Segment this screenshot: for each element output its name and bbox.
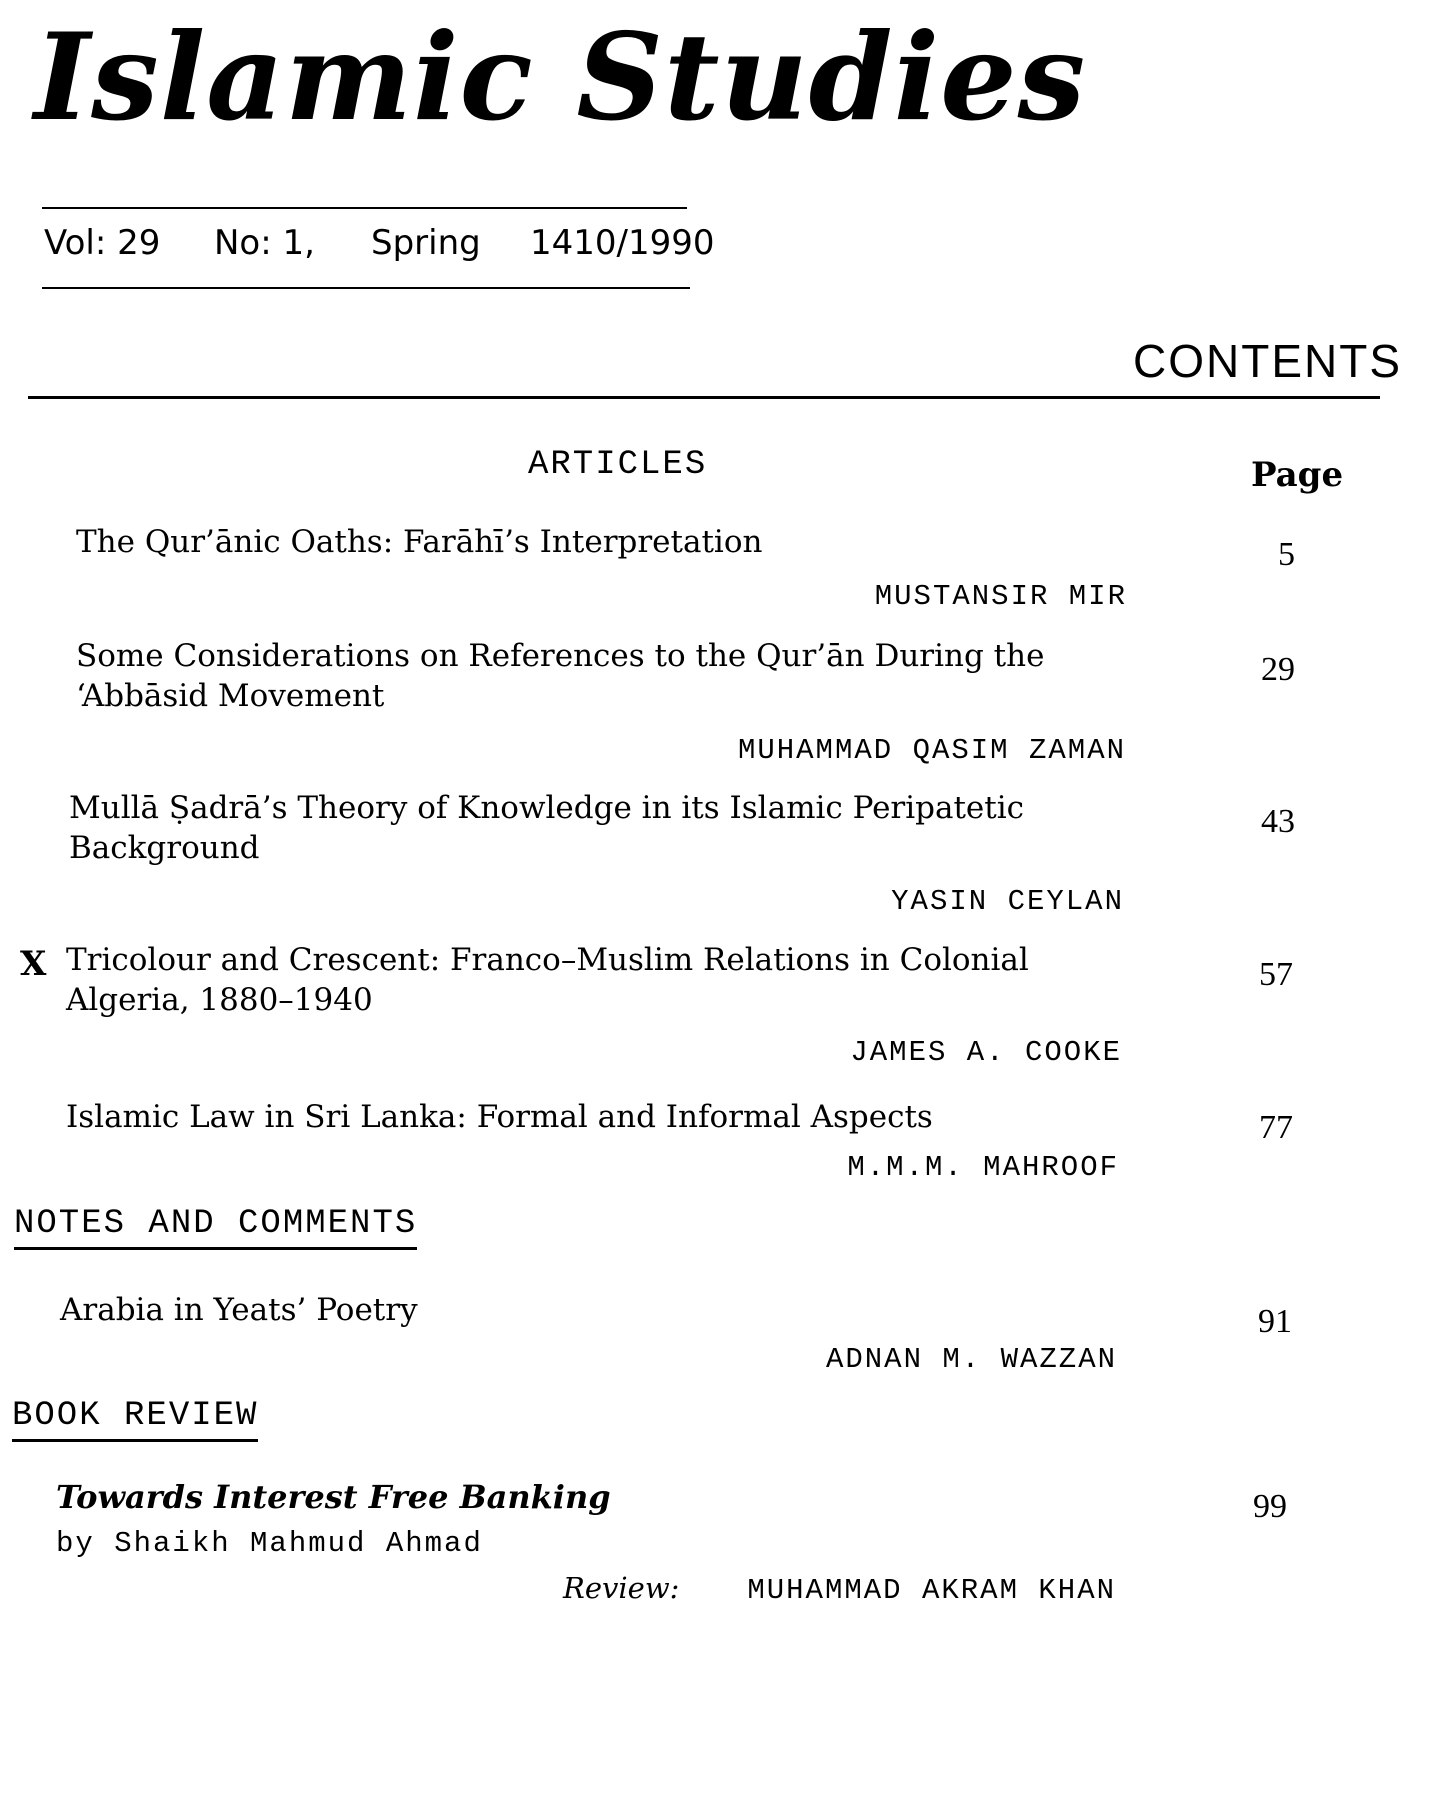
article-title-text: Tricolour and Crescent: Franco–Muslim Relations in Colonial Algeria, 1880–1940: [66, 942, 1029, 1018]
article-page: 43: [1261, 803, 1295, 840]
book-review-heading: BOOK REVIEW: [12, 1397, 258, 1442]
article-author: MUHAMMAD QASIM ZAMAN: [737, 734, 1126, 767]
issue-volume: Vol: 29: [44, 223, 161, 263]
note-title: Arabia in Yeats’ Poetry: [60, 1292, 418, 1328]
issue-year: 1410/1990: [530, 223, 715, 263]
article-title: [69, 788, 1109, 868]
article-title: [66, 940, 1096, 1020]
note-author: ADNAN M. WAZZAN: [825, 1343, 1117, 1376]
article-title-text: Some Considerations on References to the Qur’ān During the ‘Abbāsid Movement: [76, 638, 1045, 714]
book-author-line: by Shaikh Mahmud Ahmad: [56, 1527, 483, 1560]
article-author: YASIN CEYLAN: [891, 885, 1124, 918]
article-page: 57: [1259, 956, 1293, 993]
article-author: M.M.M. MAHROOF: [847, 1151, 1119, 1184]
issue-season: Spring: [371, 223, 481, 263]
article-title: [76, 636, 1106, 716]
contents-heading: CONTENTS: [1133, 335, 1402, 387]
article-page: 29: [1261, 651, 1295, 688]
book-title: Towards Interest Free Banking: [56, 1478, 611, 1516]
book-review-page: 99: [1253, 1488, 1287, 1525]
contents-rule: [28, 396, 1380, 399]
article-title: The Qur’ānic Oaths: Farāhī’s Interpretation: [76, 524, 763, 560]
article-title-text: Mullā Ṣadrā’s Theory of Knowledge in its Islamic Peripatetic Background: [69, 790, 1025, 866]
article-page: 5: [1278, 536, 1295, 573]
article-author: JAMES A. COOKE: [850, 1036, 1122, 1069]
masthead-rule-bottom: [42, 287, 690, 289]
article-page: 77: [1259, 1109, 1293, 1146]
issue-number: No: 1,: [214, 223, 315, 263]
journal-masthead: Islamic Studies: [34, 7, 1087, 148]
margin-mark: X: [20, 944, 47, 984]
article-title: Islamic Law in Sri Lanka: Formal and Informal Aspects: [66, 1099, 933, 1135]
note-page: 91: [1258, 1303, 1292, 1340]
masthead-rule-top: [42, 207, 687, 209]
article-author: MUSTANSIR MIR: [874, 580, 1127, 613]
review-label: Review:: [563, 1571, 680, 1605]
articles-heading: ARTICLES: [528, 446, 708, 484]
notes-heading: NOTES AND COMMENTS: [14, 1205, 417, 1250]
reviewer-name: MUHAMMAD AKRAM KHAN: [747, 1574, 1116, 1607]
page-column-heading: Page: [1251, 455, 1344, 495]
